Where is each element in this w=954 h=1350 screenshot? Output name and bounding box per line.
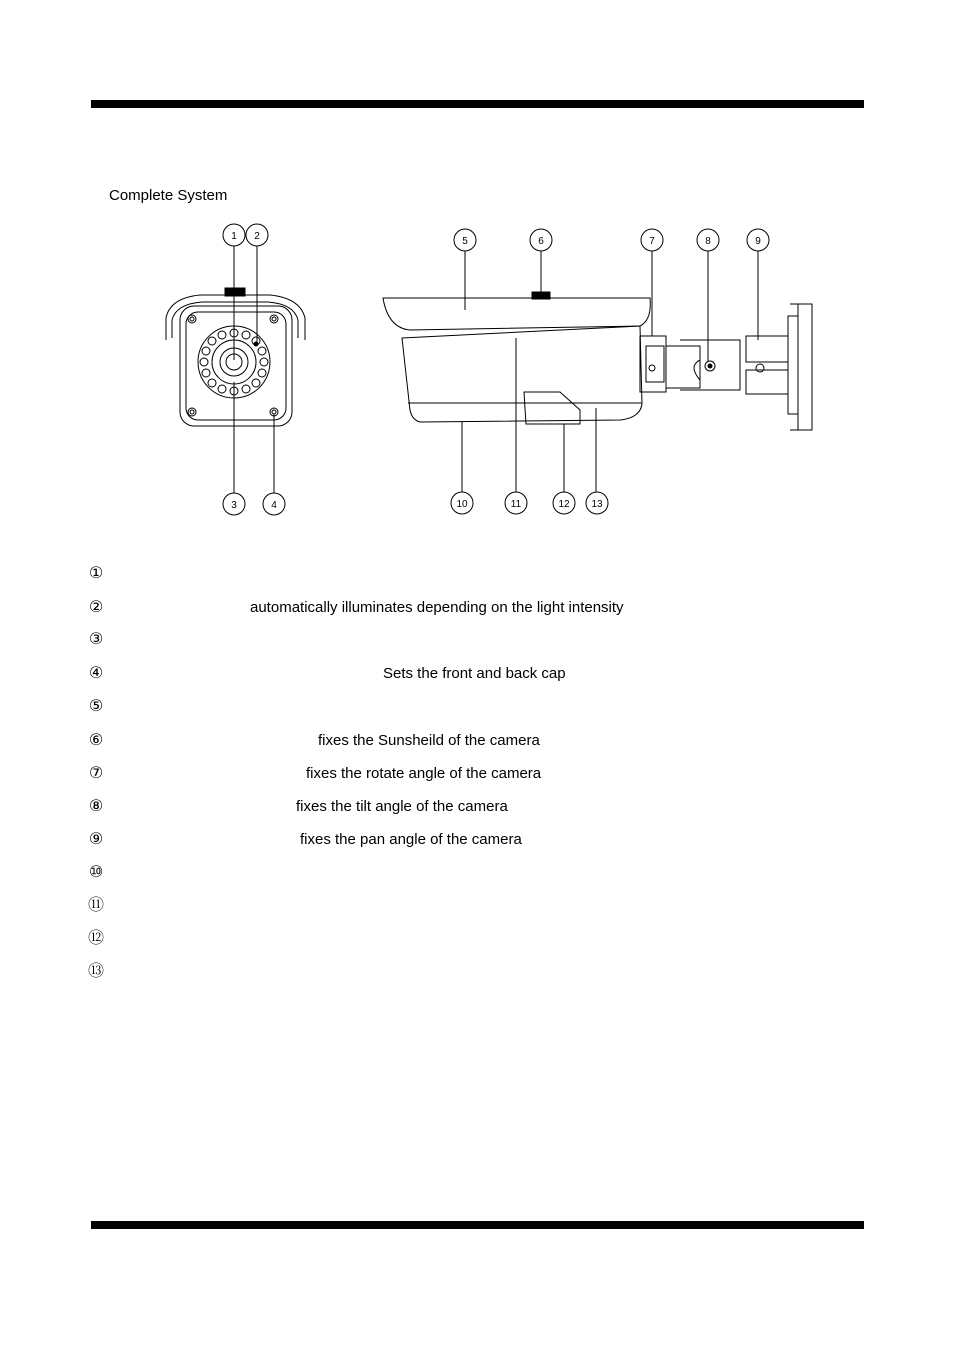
callout-label: 13	[591, 499, 603, 510]
callout-label: 7	[649, 236, 655, 247]
callout-label: 8	[705, 236, 711, 247]
callout-label: 6	[538, 236, 544, 247]
callout-label: 2	[254, 231, 260, 242]
item-number: ⑥	[88, 732, 104, 749]
callout-label: 9	[755, 236, 761, 247]
callout-label: 11	[510, 499, 522, 510]
item-number: ⑨	[88, 831, 104, 848]
item-description: fixes the rotate angle of the camera	[306, 765, 542, 782]
callout-label: 10	[456, 499, 468, 510]
item-description: fixes the Sunsheild of the camera	[318, 732, 540, 749]
item-number: ⑦	[88, 765, 104, 782]
callout-label: 5	[462, 236, 468, 247]
item-number: ⑩	[88, 864, 104, 881]
item-description: automatically illuminates depending on the light intensity	[250, 599, 624, 616]
callout-label: 4	[271, 500, 277, 511]
callout-label: 3	[231, 500, 237, 511]
item-number: ⑤	[88, 698, 104, 715]
item-number: ③	[88, 631, 104, 648]
camera-side-view	[383, 292, 812, 430]
item-description: Sets the front and back cap	[383, 665, 566, 682]
item-description: fixes the tilt angle of the camera	[296, 798, 508, 815]
callout-circles	[223, 224, 769, 515]
item-number: ④	[88, 665, 104, 682]
section-title: Complete System	[109, 187, 228, 204]
item-number: ⑬	[87, 963, 104, 980]
item-number: ⑧	[88, 798, 104, 815]
callout-leaders	[234, 246, 758, 493]
footer-rule	[91, 1221, 864, 1229]
callout-label: 1	[231, 231, 237, 242]
callout-label: 12	[558, 499, 570, 510]
camera-front-view	[166, 288, 305, 426]
item-number: ①	[88, 565, 104, 582]
camera-diagram	[0, 0, 954, 540]
item-number: ②	[88, 599, 104, 616]
item-number: ⑪	[87, 897, 104, 914]
item-description: fixes the pan angle of the camera	[300, 831, 522, 848]
item-number: ⑫	[87, 930, 104, 947]
